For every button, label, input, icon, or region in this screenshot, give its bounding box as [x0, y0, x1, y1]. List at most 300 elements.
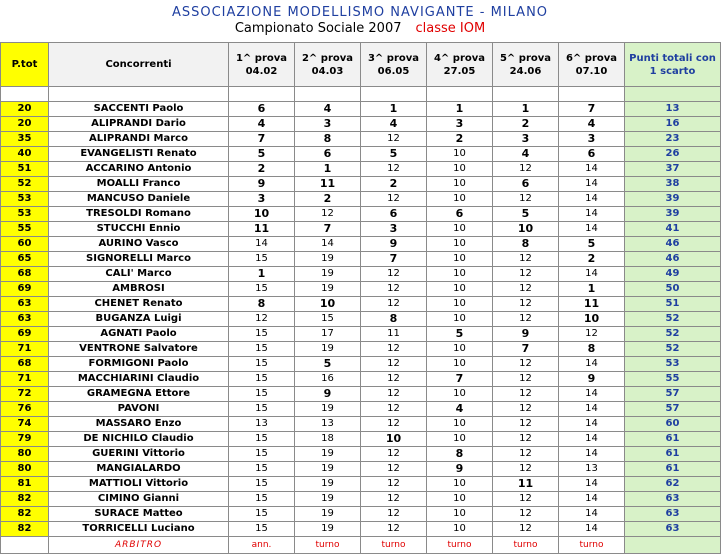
- race-3-score: 2: [361, 177, 427, 192]
- table-row: [1, 417, 721, 432]
- race-1-score: 15: [229, 342, 295, 357]
- race-2-score: 5: [295, 357, 361, 372]
- ptot-cell: 68: [1, 357, 49, 372]
- race-1-score: 15: [229, 327, 295, 342]
- race-4-score: 10: [427, 267, 493, 282]
- competitor-name: MATTIOLI Vittorio: [49, 477, 229, 492]
- race-2-score: 3: [295, 117, 361, 132]
- race-2-score: 19: [295, 492, 361, 507]
- race-6-score: 14: [559, 162, 625, 177]
- race-date: 27.05: [443, 65, 476, 77]
- table-row: [1, 252, 721, 267]
- ptot-cell: 40: [1, 147, 49, 162]
- ptot-cell: 63: [1, 297, 49, 312]
- race-date: 06.05: [377, 65, 410, 77]
- ptot-cell: 35: [1, 132, 49, 147]
- spacer-row: [1, 87, 721, 102]
- race-6-score: 14: [559, 192, 625, 207]
- race-5-score: 4: [493, 147, 559, 162]
- total-label-line1: Punti totali con: [629, 52, 716, 64]
- race-4-score: 10: [427, 222, 493, 237]
- total-score: 37: [625, 162, 721, 177]
- ptot-cell: 20: [1, 117, 49, 132]
- race-4-score: 10: [427, 477, 493, 492]
- race-1-score: 6: [229, 102, 295, 117]
- total-score: 49: [625, 267, 721, 282]
- total-score: 62: [625, 477, 721, 492]
- table-row: [1, 522, 721, 537]
- race-4-score: 5: [427, 327, 493, 342]
- race-4-score: 4: [427, 402, 493, 417]
- race-6-score: 14: [559, 267, 625, 282]
- race-6-score: 12: [559, 327, 625, 342]
- competitor-name: GRAMEGNA Ettore: [49, 387, 229, 402]
- race-2-score: 16: [295, 372, 361, 387]
- competitor-name: SACCENTI Paolo: [49, 102, 229, 117]
- race-5-score: 12: [493, 432, 559, 447]
- total-score: 61: [625, 432, 721, 447]
- competitor-name: AGNATI Paolo: [49, 327, 229, 342]
- race-1-score: 4: [229, 117, 295, 132]
- total-score: 57: [625, 387, 721, 402]
- race-5-score: 12: [493, 417, 559, 432]
- table-row: [1, 177, 721, 192]
- table-row: [1, 372, 721, 387]
- race-label: 2^ prova: [301, 52, 354, 64]
- header-race-5: [493, 43, 559, 87]
- race-date: 04.03: [311, 65, 344, 77]
- ptot-cell: 82: [1, 507, 49, 522]
- race-date: 24.06: [509, 65, 542, 77]
- race-1-score: 8: [229, 297, 295, 312]
- total-score: 46: [625, 252, 721, 267]
- table-row: [1, 312, 721, 327]
- race-6-score: 5: [559, 237, 625, 252]
- race-1-score: 14: [229, 237, 295, 252]
- race-5-score: 12: [493, 162, 559, 177]
- race-6-score: 14: [559, 402, 625, 417]
- race-3-score: 12: [361, 462, 427, 477]
- race-3-score: 9: [361, 237, 427, 252]
- race-5-score: 12: [493, 267, 559, 282]
- race-3-score: 12: [361, 267, 427, 282]
- race-3-score: 12: [361, 387, 427, 402]
- ptot-cell: 79: [1, 432, 49, 447]
- race-1-score: 9: [229, 177, 295, 192]
- competitor-name: BUGANZA Luigi: [49, 312, 229, 327]
- race-5-score: 12: [493, 312, 559, 327]
- race-1-score: 15: [229, 507, 295, 522]
- race-5-score: 12: [493, 387, 559, 402]
- race-4-score: 10: [427, 417, 493, 432]
- race-6-score: 8: [559, 342, 625, 357]
- ptot-cell: 60: [1, 237, 49, 252]
- race-3-score: 12: [361, 342, 427, 357]
- ptot-cell: 82: [1, 522, 49, 537]
- class-label: classe IOM: [415, 21, 486, 36]
- race-3-score: 12: [361, 522, 427, 537]
- race-1-score: 3: [229, 192, 295, 207]
- total-score: 55: [625, 372, 721, 387]
- table-row: [1, 267, 721, 282]
- race-5-score: 12: [493, 372, 559, 387]
- competitor-name: SIGNORELLI Marco: [49, 252, 229, 267]
- total-score: 53: [625, 357, 721, 372]
- table-row: [1, 342, 721, 357]
- race-2-score: 19: [295, 402, 361, 417]
- table-row: [1, 402, 721, 417]
- race-6-score: 6: [559, 147, 625, 162]
- table-row: [1, 147, 721, 162]
- race-4-score: 3: [427, 117, 493, 132]
- race-5-score: 12: [493, 357, 559, 372]
- race-1-score: 15: [229, 357, 295, 372]
- total-score: 38: [625, 177, 721, 192]
- race-6-score: 14: [559, 447, 625, 462]
- race-6-score: 14: [559, 222, 625, 237]
- competitor-name: AMBROSI: [49, 282, 229, 297]
- race-5-score: 12: [493, 507, 559, 522]
- race-3-score: 11: [361, 327, 427, 342]
- standings-body: [1, 87, 721, 537]
- total-score: 50: [625, 282, 721, 297]
- race-3-score: 12: [361, 402, 427, 417]
- competitor-name: MACCHIARINI Claudio: [49, 372, 229, 387]
- race-3-score: 1: [361, 102, 427, 117]
- race-4-score: 10: [427, 162, 493, 177]
- race-1-score: 2: [229, 162, 295, 177]
- table-row: [1, 507, 721, 522]
- race-2-score: 19: [295, 252, 361, 267]
- arbitro-race-2: turno: [295, 537, 361, 554]
- race-4-score: 9: [427, 462, 493, 477]
- header-race-1: [229, 43, 295, 87]
- race-6-score: 14: [559, 507, 625, 522]
- ptot-cell: 74: [1, 417, 49, 432]
- race-6-score: 14: [559, 387, 625, 402]
- race-4-score: 10: [427, 177, 493, 192]
- race-4-score: 6: [427, 207, 493, 222]
- table-row: [1, 462, 721, 477]
- total-score: 39: [625, 207, 721, 222]
- race-6-score: 11: [559, 297, 625, 312]
- race-3-score: 12: [361, 492, 427, 507]
- race-2-score: 19: [295, 522, 361, 537]
- race-4-score: 8: [427, 447, 493, 462]
- race-4-score: 10: [427, 192, 493, 207]
- ptot-cell: 65: [1, 252, 49, 267]
- race-4-score: 10: [427, 492, 493, 507]
- race-1-score: 5: [229, 147, 295, 162]
- competitor-name: FORMIGONI Paolo: [49, 357, 229, 372]
- race-4-score: 1: [427, 102, 493, 117]
- arbitro-race-5: turno: [493, 537, 559, 554]
- total-score: 63: [625, 492, 721, 507]
- race-3-score: 12: [361, 357, 427, 372]
- race-3-score: 12: [361, 297, 427, 312]
- total-score: 60: [625, 417, 721, 432]
- table-row: [1, 162, 721, 177]
- header-ptot: P.tot: [1, 43, 49, 87]
- race-1-score: 7: [229, 132, 295, 147]
- race-3-score: 12: [361, 132, 427, 147]
- race-3-score: 12: [361, 447, 427, 462]
- competitor-name: MOALLI Franco: [49, 177, 229, 192]
- table-row: [1, 387, 721, 402]
- table-row: [1, 477, 721, 492]
- header-race-2: [295, 43, 361, 87]
- race-2-score: 19: [295, 282, 361, 297]
- race-2-score: 15: [295, 312, 361, 327]
- race-4-score: 10: [427, 507, 493, 522]
- race-4-score: 10: [427, 297, 493, 312]
- race-2-score: 9: [295, 387, 361, 402]
- race-label: 3^ prova: [367, 52, 420, 64]
- ptot-cell: 69: [1, 327, 49, 342]
- total-score: 63: [625, 507, 721, 522]
- header-row: [1, 43, 721, 87]
- ptot-cell: 55: [1, 222, 49, 237]
- race-date: 04.02: [245, 65, 278, 77]
- race-1-score: 15: [229, 462, 295, 477]
- race-3-score: 4: [361, 117, 427, 132]
- race-5-score: 12: [493, 492, 559, 507]
- race-3-score: 12: [361, 372, 427, 387]
- total-score: 63: [625, 522, 721, 537]
- association-title: ASSOCIAZIONE MODELLISMO NAVIGANTE - MILANO: [171, 5, 549, 20]
- race-1-score: 15: [229, 492, 295, 507]
- race-5-score: 8: [493, 237, 559, 252]
- race-1-score: 15: [229, 432, 295, 447]
- header-total: [625, 43, 721, 87]
- race-2-score: 11: [295, 177, 361, 192]
- race-5-score: 9: [493, 327, 559, 342]
- competitor-name: MASSARO Enzo: [49, 417, 229, 432]
- arbitro-race-3: turno: [361, 537, 427, 554]
- race-3-score: 12: [361, 417, 427, 432]
- race-2-score: 12: [295, 207, 361, 222]
- ptot-cell: 52: [1, 177, 49, 192]
- race-6-score: 2: [559, 252, 625, 267]
- season-label: Campionato Sociale 2007: [234, 21, 402, 36]
- header-competitors: Concorrenti: [49, 43, 229, 87]
- race-4-score: 2: [427, 132, 493, 147]
- race-2-score: 19: [295, 447, 361, 462]
- table-row: [1, 492, 721, 507]
- table-row: [1, 207, 721, 222]
- total-score: 61: [625, 447, 721, 462]
- standings-table: [0, 42, 721, 554]
- race-1-score: 11: [229, 222, 295, 237]
- race-5-score: 11: [493, 477, 559, 492]
- race-2-score: 19: [295, 342, 361, 357]
- total-score: 46: [625, 237, 721, 252]
- race-6-score: 14: [559, 177, 625, 192]
- race-1-score: 15: [229, 447, 295, 462]
- race-5-score: 12: [493, 192, 559, 207]
- total-score: 26: [625, 147, 721, 162]
- race-1-score: 15: [229, 402, 295, 417]
- arbitro-race-4: turno: [427, 537, 493, 554]
- ptot-cell: 63: [1, 312, 49, 327]
- total-score: 52: [625, 327, 721, 342]
- total-score: 13: [625, 102, 721, 117]
- race-6-score: 14: [559, 207, 625, 222]
- race-4-score: 10: [427, 342, 493, 357]
- ptot-cell: 82: [1, 492, 49, 507]
- race-1-score: 12: [229, 312, 295, 327]
- competitor-name: MANGIALARDO: [49, 462, 229, 477]
- race-2-score: 10: [295, 297, 361, 312]
- total-score: 16: [625, 117, 721, 132]
- competitor-name: ALIPRANDI Dario: [49, 117, 229, 132]
- table-row: [1, 282, 721, 297]
- ptot-cell: 80: [1, 447, 49, 462]
- race-3-score: 12: [361, 507, 427, 522]
- race-6-score: 13: [559, 462, 625, 477]
- race-5-score: 12: [493, 447, 559, 462]
- race-3-score: 8: [361, 312, 427, 327]
- race-2-score: 4: [295, 102, 361, 117]
- competitor-name: TRESOLDI Romano: [49, 207, 229, 222]
- race-4-score: 10: [427, 522, 493, 537]
- race-3-score: 12: [361, 192, 427, 207]
- race-2-score: 19: [295, 462, 361, 477]
- race-5-score: 12: [493, 297, 559, 312]
- race-6-score: 14: [559, 417, 625, 432]
- race-1-score: 15: [229, 252, 295, 267]
- competitor-name: GUERINI Vittorio: [49, 447, 229, 462]
- competitor-name: AURINO Vasco: [49, 237, 229, 252]
- race-2-score: 6: [295, 147, 361, 162]
- race-5-score: 5: [493, 207, 559, 222]
- race-6-score: 14: [559, 492, 625, 507]
- race-6-score: 4: [559, 117, 625, 132]
- race-5-score: 10: [493, 222, 559, 237]
- total-score: 57: [625, 402, 721, 417]
- table-row: [1, 132, 721, 147]
- race-5-score: 12: [493, 282, 559, 297]
- race-5-score: 12: [493, 522, 559, 537]
- race-6-score: 1: [559, 282, 625, 297]
- race-2-score: 19: [295, 477, 361, 492]
- table-row: [1, 357, 721, 372]
- race-1-score: 15: [229, 282, 295, 297]
- race-4-score: 10: [427, 357, 493, 372]
- race-4-score: 10: [427, 282, 493, 297]
- total-score: 61: [625, 462, 721, 477]
- race-4-score: 10: [427, 147, 493, 162]
- title-block: [0, 0, 720, 43]
- race-2-score: 8: [295, 132, 361, 147]
- arbitro-label: ARBITRO: [49, 537, 229, 554]
- competitor-name: ALIPRANDI Marco: [49, 132, 229, 147]
- table-row: [1, 117, 721, 132]
- total-label-line2: 1 scarto: [649, 65, 696, 77]
- race-2-score: 2: [295, 192, 361, 207]
- header-race-3: [361, 43, 427, 87]
- ptot-cell: 20: [1, 102, 49, 117]
- race-1-score: 15: [229, 522, 295, 537]
- table-row: [1, 237, 721, 252]
- race-4-score: 10: [427, 237, 493, 252]
- race-2-score: 18: [295, 432, 361, 447]
- table-row: [1, 447, 721, 462]
- table-row: [1, 327, 721, 342]
- race-6-score: 3: [559, 132, 625, 147]
- race-1-score: 13: [229, 417, 295, 432]
- race-6-score: 14: [559, 477, 625, 492]
- race-4-score: 10: [427, 432, 493, 447]
- race-label: 6^ prova: [565, 52, 618, 64]
- race-6-score: 14: [559, 357, 625, 372]
- race-label: 1^ prova: [235, 52, 288, 64]
- race-4-score: 10: [427, 387, 493, 402]
- race-1-score: 1: [229, 267, 295, 282]
- ptot-cell: 71: [1, 342, 49, 357]
- arbitro-race-6: turno: [559, 537, 625, 554]
- race-1-score: 15: [229, 372, 295, 387]
- race-2-score: 13: [295, 417, 361, 432]
- competitor-name: SURACE Matteo: [49, 507, 229, 522]
- race-4-score: 10: [427, 312, 493, 327]
- competitor-name: TORRICELLI Luciano: [49, 522, 229, 537]
- race-3-score: 3: [361, 222, 427, 237]
- race-label: 5^ prova: [499, 52, 552, 64]
- header-race-4: [427, 43, 493, 87]
- competitor-name: ACCARINO Antonio: [49, 162, 229, 177]
- competitor-name: MANCUSO Daniele: [49, 192, 229, 207]
- race-3-score: 10: [361, 432, 427, 447]
- race-3-score: 6: [361, 207, 427, 222]
- ptot-cell: 68: [1, 267, 49, 282]
- race-2-score: 14: [295, 237, 361, 252]
- race-3-score: 7: [361, 252, 427, 267]
- ptot-cell: 76: [1, 402, 49, 417]
- race-2-score: 19: [295, 507, 361, 522]
- race-6-score: 7: [559, 102, 625, 117]
- ptot-cell: 51: [1, 162, 49, 177]
- total-score: 41: [625, 222, 721, 237]
- championship-subtitle: [0, 21, 720, 36]
- race-label: 4^ prova: [433, 52, 486, 64]
- race-5-score: 3: [493, 132, 559, 147]
- race-2-score: 1: [295, 162, 361, 177]
- race-5-score: 12: [493, 402, 559, 417]
- race-5-score: 6: [493, 177, 559, 192]
- total-score: 23: [625, 132, 721, 147]
- table-row: [1, 297, 721, 312]
- race-2-score: 7: [295, 222, 361, 237]
- arbitro-race-1: ann.: [229, 537, 295, 554]
- table-row: [1, 432, 721, 447]
- race-5-score: 2: [493, 117, 559, 132]
- ptot-cell: 72: [1, 387, 49, 402]
- competitor-name: PAVONI: [49, 402, 229, 417]
- total-score: 51: [625, 297, 721, 312]
- race-3-score: 12: [361, 477, 427, 492]
- race-3-score: 5: [361, 147, 427, 162]
- race-5-score: 7: [493, 342, 559, 357]
- table-row: [1, 102, 721, 117]
- total-score: 52: [625, 342, 721, 357]
- competitor-name: STUCCHI Ennio: [49, 222, 229, 237]
- competitor-name: CHENET Renato: [49, 297, 229, 312]
- race-3-score: 12: [361, 162, 427, 177]
- race-1-score: 15: [229, 477, 295, 492]
- race-2-score: 19: [295, 267, 361, 282]
- race-2-score: 17: [295, 327, 361, 342]
